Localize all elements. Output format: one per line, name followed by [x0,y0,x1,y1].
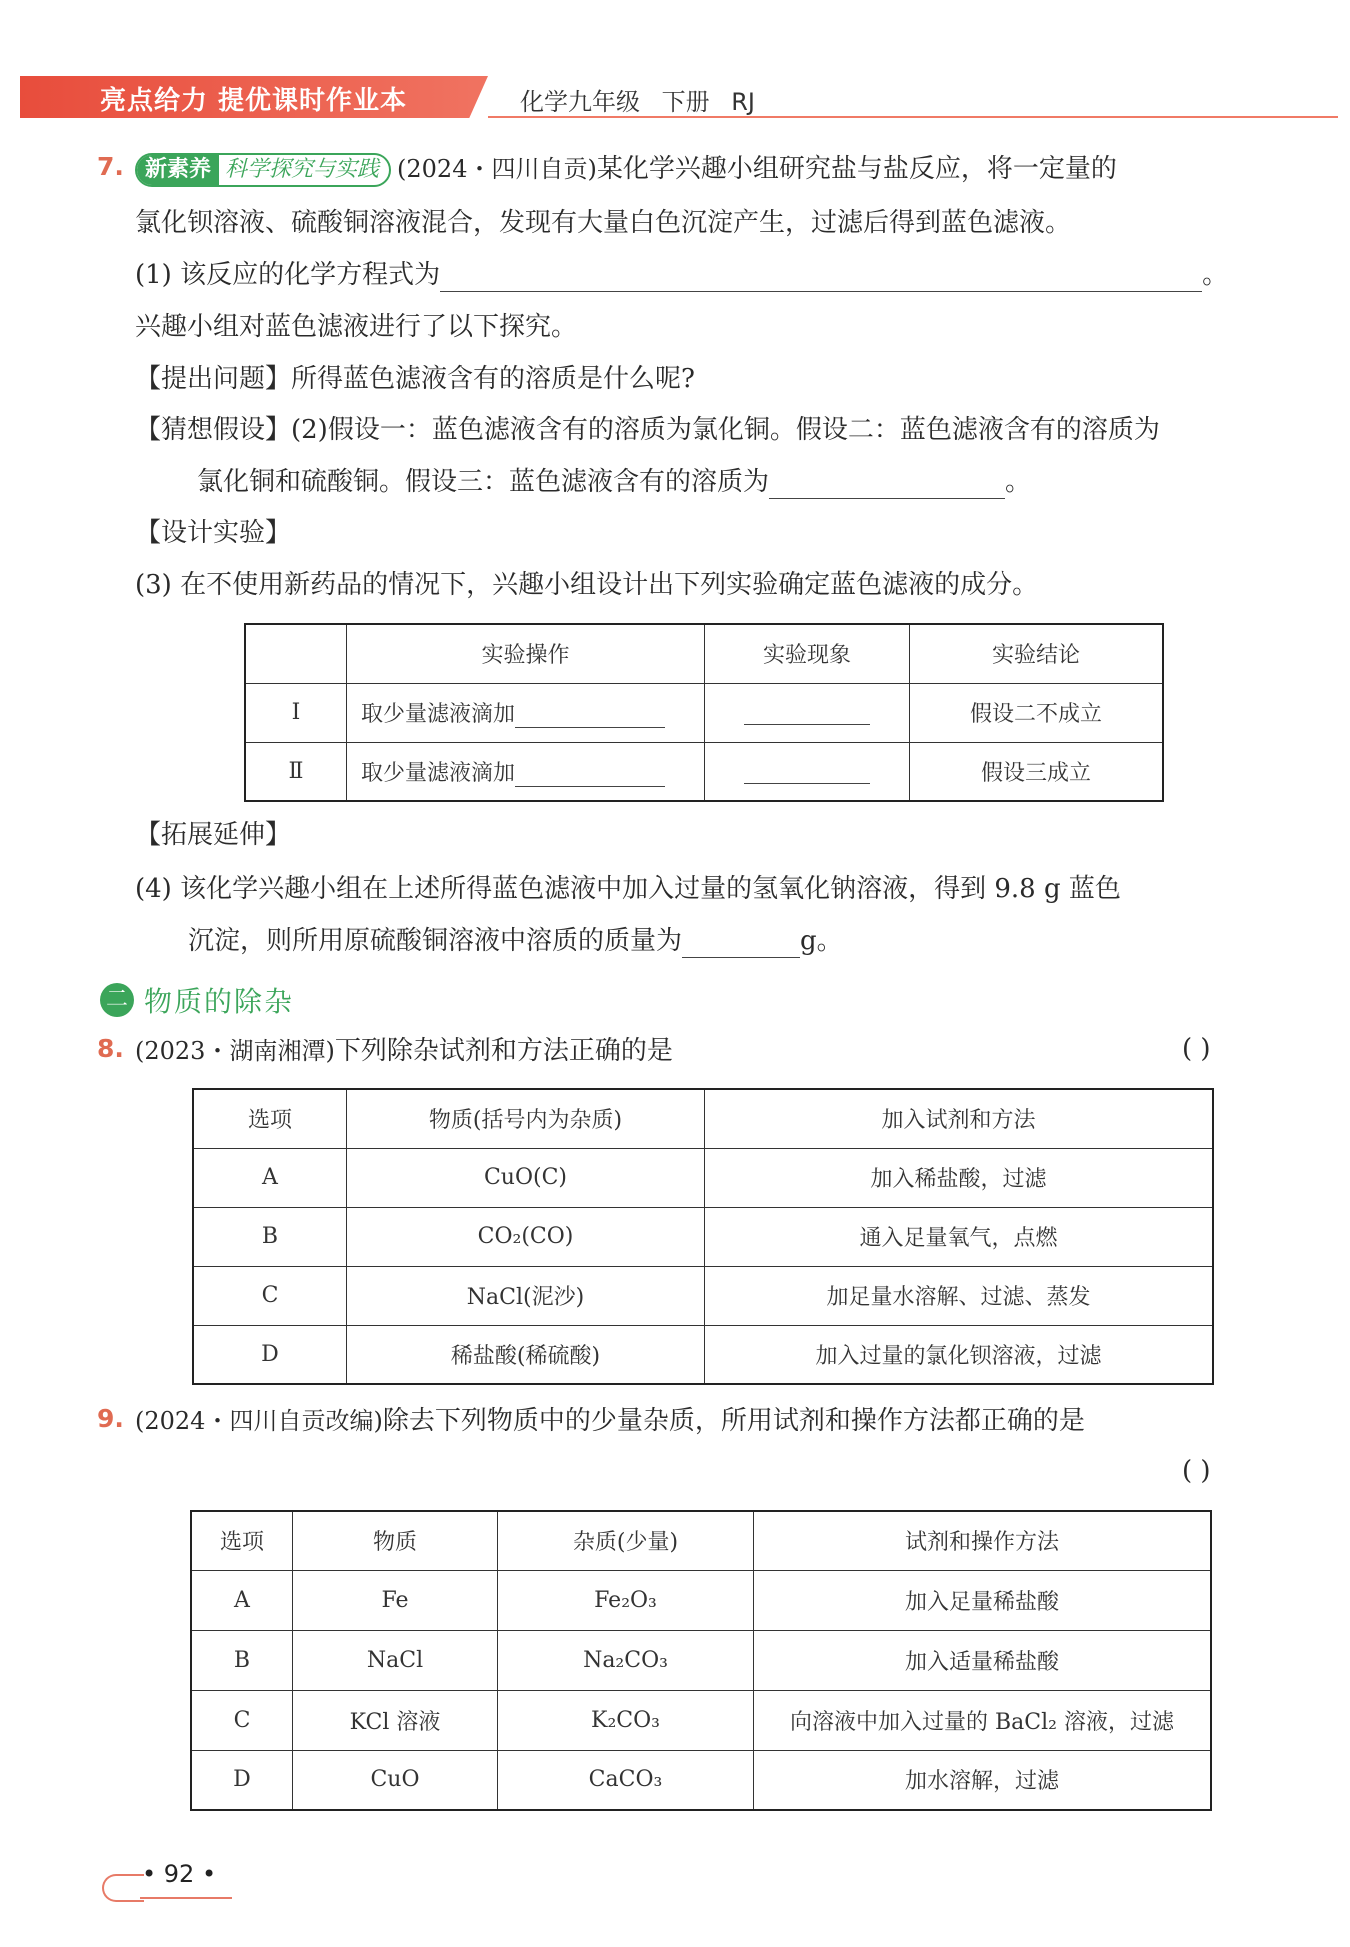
part1-label: (1) 该反应的化学方程式为 [135,260,441,290]
substance-cell: CuO(C) [347,1148,705,1207]
question-7-intro: 兴趣小组对蓝色滤液进行了以下探究。 [135,312,578,342]
q9-header-option: 选项 [191,1511,293,1570]
table-row [193,1325,1213,1384]
option-cell: A [193,1148,347,1207]
question-8-number: 8. [97,1034,124,1063]
operation-blank[interactable] [515,703,665,728]
q9-header-substance: 物质 [293,1511,498,1570]
question-7-part1 [135,258,1228,292]
question-8-text: 下列除杂试剂和方法正确的是 [334,1036,673,1066]
method-cell: 通入足量氧气，点燃 [705,1207,1214,1266]
option-cell: C [193,1266,347,1325]
table-row [191,1630,1211,1690]
badge-topic: 科学探究与实践 [225,157,380,182]
option-cell: C [191,1690,293,1750]
conclusion-cell: 假设二不成立 [910,683,1164,742]
question-9-line [135,1404,1085,1438]
section-heading [100,980,294,1020]
row-id: Ⅱ [245,742,347,801]
phenomenon-cell [705,683,910,742]
experiment-header-operation: 实验操作 [347,624,705,683]
operation-cell [347,683,705,742]
question-7-part4-2 [188,924,843,958]
option-cell: B [191,1630,293,1690]
method-cell: 加足量水溶解、过滤、蒸发 [705,1266,1214,1325]
method-cell: 加入过量的氯化钡溶液，过滤 [705,1325,1214,1384]
question-9-answer-paren[interactable]: ( ) [1182,1456,1211,1486]
section-number-badge: 二 [100,983,134,1017]
substance-cell: KCl 溶液 [293,1690,498,1750]
table-row [193,1148,1213,1207]
q8-header-substance: 物质(括号内为杂质) [347,1089,705,1148]
operation-blank[interactable] [515,762,665,787]
method-cell: 加入适量稀盐酸 [754,1630,1212,1690]
question-7-source: (2024・四川自贡) [397,155,597,183]
question-9-text: 除去下列物质中的少量杂质，所用试剂和操作方法都正确的是 [382,1406,1085,1436]
substance-cell: NaCl [293,1630,498,1690]
mass-blank[interactable] [682,931,800,958]
header-rule [488,116,1338,118]
purification-table-9 [190,1510,1212,1811]
question-8-line [135,1034,673,1068]
row-id: Ⅰ [245,683,347,742]
hypothesis-3-label: 氯化铜和硫酸铜。假设三：蓝色滤液含有的溶质为 [197,467,770,497]
operation-text: 取少量滤液滴加 [361,760,516,786]
equation-blank[interactable] [440,265,1202,292]
question-8-answer-paren[interactable]: ( ) [1182,1034,1211,1064]
question-7-part3: (3) 在不使用新药品的情况下，兴趣小组设计出下列实验确定蓝色滤液的成分。 [135,570,1039,600]
table-row [193,1207,1213,1266]
table-row [245,683,1163,742]
question-8-source: (2023・湖南湘潭) [135,1037,335,1065]
part1-period: 。 [1202,260,1229,290]
substance-cell: CO₂(CO) [347,1207,705,1266]
q8-header-method: 加入试剂和方法 [705,1089,1214,1148]
question-7-part4-1: (4) 该化学兴趣小组在上述所得蓝色滤液中加入过量的氢氧化钠溶液，得到 9.8 g 蓝色 [135,874,1121,904]
purification-table-8 [192,1088,1214,1385]
part4-label: 沉淀，则所用原硫酸铜溶液中溶质的质量为 [188,926,683,956]
question-7-line2: 氯化钡溶液、硫酸铜溶液混合，发现有大量白色沉淀产生，过滤后得到蓝色滤液。 [135,208,1072,238]
q8-header-option: 选项 [193,1089,347,1148]
question-7-number: 7. [97,152,124,181]
impurity-cell: Na₂CO₃ [498,1630,754,1690]
badge-label: 新素养 [137,155,219,185]
substance-cell: NaCl(泥沙) [347,1266,705,1325]
operation-text: 取少量滤液滴加 [361,702,516,727]
substance-cell: 稀盐酸(稀硫酸) [347,1325,705,1384]
impurity-cell: K₂CO₃ [498,1690,754,1750]
impurity-cell: Fe₂O₃ [498,1570,754,1630]
question-9-number: 9. [97,1404,124,1433]
footer-ornament [102,1874,144,1902]
conclusion-cell: 假设三成立 [910,742,1164,801]
operation-cell [347,742,705,801]
hypothesis-period: 。 [1005,467,1032,497]
method-cell: 加入足量稀盐酸 [754,1570,1212,1630]
question-9-source: (2024・四川自贡改编) [135,1407,383,1435]
method-cell: 向溶液中加入过量的 BaCl₂ 溶液，过滤 [754,1690,1212,1750]
table-row [193,1266,1213,1325]
question-7-hypothesis-1: 【猜想假设】(2)假设一：蓝色滤液含有的溶质为氯化铜。假设二：蓝色滤液含有的溶质为 [135,415,1160,445]
experiment-table [244,623,1164,802]
experiment-header-phenomenon: 实验现象 [705,624,910,683]
experiment-header-blank [245,624,347,683]
phenomenon-cell [705,742,910,801]
question-7-line1 [135,152,1117,187]
section-title: 物质的除杂 [144,985,295,1018]
question-7-text-1: 某化学兴趣小组研究盐与盐反应，将一定量的 [596,154,1117,184]
question-7-extension: 【拓展延伸】 [135,820,292,850]
hypothesis-3-blank[interactable] [769,472,1005,499]
part4-unit: g。 [800,926,843,956]
option-cell: A [191,1570,293,1630]
option-cell: D [193,1325,347,1384]
q9-header-method: 试剂和操作方法 [754,1511,1212,1570]
option-cell: B [193,1207,347,1266]
substance-cell: CuO [293,1750,498,1810]
substance-cell: Fe [293,1570,498,1630]
method-cell: 加水溶解，过滤 [754,1750,1212,1810]
header-brand: 亮点给力 提优课时作业本 [100,86,408,116]
method-cell: 加入稀盐酸，过滤 [705,1148,1214,1207]
footer-rule [140,1897,232,1899]
table-row [191,1690,1211,1750]
question-7-problem: 【提出问题】所得蓝色滤液含有的溶质是什么呢? [135,364,695,394]
question-7-design: 【设计实验】 [135,518,292,548]
page-number: • 92 • [142,1860,217,1888]
phenomenon-blank[interactable] [744,700,870,725]
experiment-header-conclusion: 实验结论 [910,624,1164,683]
header-subject: 化学九年级 下册 RJ [520,88,756,116]
table-row [191,1750,1211,1810]
q9-header-impurity: 杂质(少量) [498,1511,754,1570]
impurity-cell: CaCO₃ [498,1750,754,1810]
phenomenon-blank[interactable] [744,759,870,784]
table-row [245,742,1163,801]
option-cell: D [191,1750,293,1810]
table-row [191,1570,1211,1630]
question-7-hypothesis-2 [197,465,1031,499]
new-literacy-badge [135,153,391,187]
